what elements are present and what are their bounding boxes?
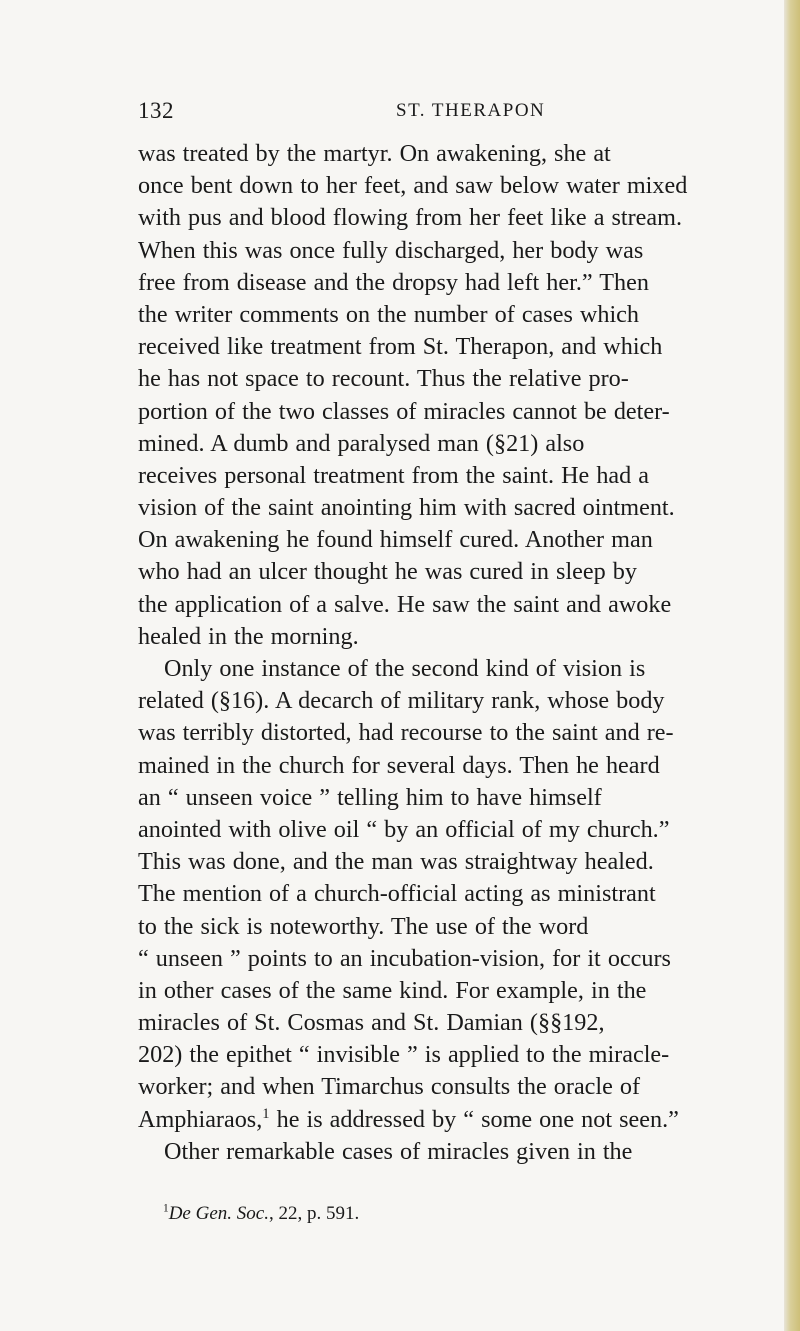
text-line: The mention of a church-official acting as ministrant xyxy=(138,880,656,908)
text-line: the application of a salve. He saw the saint and awoke xyxy=(138,590,672,618)
text-segment: he is addressed by “ some one not seen.” xyxy=(269,1105,679,1133)
text-line: “ unseen ” points to an incubation-vision, for it occurs xyxy=(138,944,671,972)
text-line: received like treatment from St. Therapon, and which xyxy=(138,333,663,361)
text-line: he has not space to recount. Thus the relative pro- xyxy=(138,365,629,393)
body-text xyxy=(138,138,790,1168)
text-line: On awakening he found himself cured. Another man xyxy=(138,526,653,554)
text-line: with pus and blood flowing from her feet like a stream. xyxy=(138,204,683,232)
text-line: to the sick is noteworthy. The use of the word xyxy=(138,912,589,940)
text-line: an “ unseen voice ” telling him to have himself xyxy=(138,783,602,811)
text-line-with-footnote-ref xyxy=(138,1104,790,1136)
text-line: in other cases of the same kind. For example, in the xyxy=(138,976,647,1004)
text-line: related (§16). A decarch of military rank, whose body xyxy=(138,687,665,715)
text-line: the writer comments on the number of cases which xyxy=(138,300,640,328)
text-line: free from disease and the dropsy had left her.” Then xyxy=(138,268,649,296)
text-line: once bent down to her feet, and saw below water mixed xyxy=(138,172,688,200)
footnote-marker: 1 xyxy=(163,1202,169,1215)
text-line: mained in the church for several days. Then he heard xyxy=(138,751,660,779)
text-line: healed in the morning. xyxy=(138,622,359,650)
text-line: was treated by the martyr. On awakening, she at xyxy=(138,140,611,167)
page-number: 132 xyxy=(138,98,174,123)
text-line: portion of the two classes of miracles cannot be deter- xyxy=(138,397,670,425)
text-line: This was done, and the man was straightway healed. xyxy=(138,848,654,876)
text-segment: Amphiaraos, xyxy=(138,1105,263,1133)
text-line: was terribly distorted, had recourse to the saint and re- xyxy=(138,719,674,747)
text-line: receives personal treatment from the saint. He had a xyxy=(138,461,650,489)
text-line: who had an ulcer thought he was cured in sleep by xyxy=(138,558,637,586)
footnote xyxy=(163,1202,359,1226)
text-line: When this was once fully discharged, her body was xyxy=(138,236,644,264)
text-line: mined. A dumb and paralysed man (§21) also xyxy=(138,429,585,457)
text-line: vision of the saint anointing him with sacred ointment. xyxy=(138,494,675,522)
footnote-title: De Gen. Soc. xyxy=(168,1203,269,1224)
paragraph-start-line: Other remarkable cases of miracles given in the xyxy=(164,1137,633,1165)
footnote-reference: 1 xyxy=(262,1105,270,1122)
text-line: anointed with olive oil “ by an official of my church.” xyxy=(138,815,670,843)
footnote-citation: , 22, p. 591. xyxy=(268,1203,360,1224)
running-title: ST. THERAPON xyxy=(396,100,546,121)
text-line: worker; and when Timarchus consults the oracle of xyxy=(138,1073,641,1101)
text-line: 202) the epithet “ invisible ” is applied to the miracle- xyxy=(138,1041,670,1069)
text-line: miracles of St. Cosmas and St. Damian (§§192, xyxy=(138,1009,605,1037)
running-head xyxy=(138,98,698,128)
paragraph-start-line: Only one instance of the second kind of vision is xyxy=(164,655,646,682)
